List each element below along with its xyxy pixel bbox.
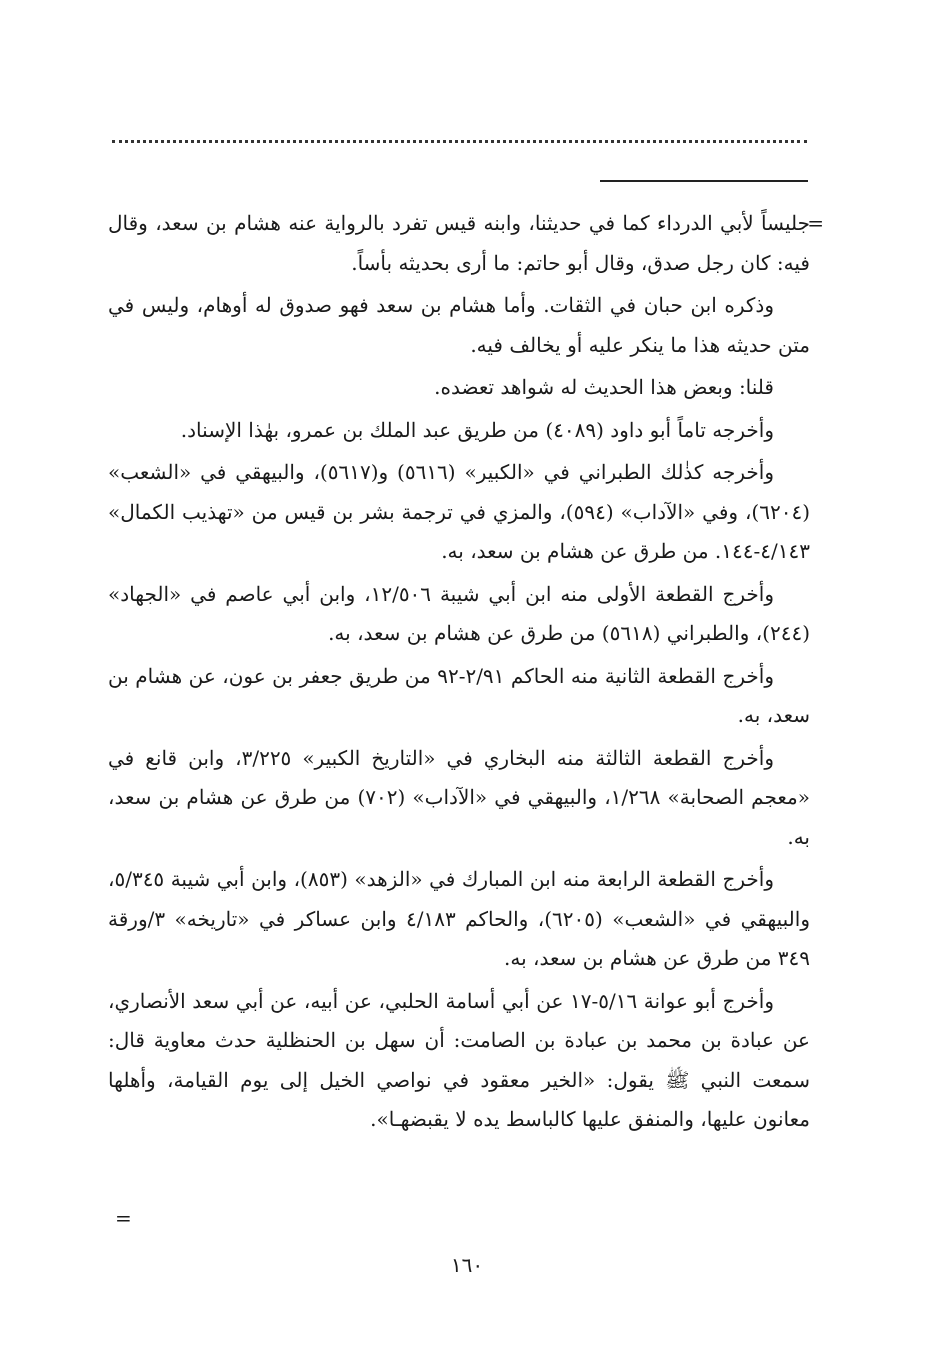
footnote-paragraph: وأخرجه تاماً أبو داود (٤٠٨٩) من طريق عبد الملك بن عمرو، بهٰذا الإسناد.: [180, 417, 774, 442]
footnote-paragraph: وأخرج أبو عوانة ٥/١٦-١٧ عن أبي أسامة الحلبي، عن أبيه، عن أبي سعد الأنصاري، عن عبادة بن محمد بن عبادة بن الصامت: أن سهل بن الحنظلية حدث معاوية قال: سمعت النبي ﷺ يقول: «الخير معقود في نواصي الخيل إلى يوم القيامة، وأهلها معانون عليها، والمنفق عليها كالباسط يده لا يقبضهـا».: [108, 988, 810, 1131]
paragraph-text: جليساً لأبي الدرداء كما في حديثنا، وابنه قيس تفرد بالرواية عنه هشام بن سعد، وقال فيه: كان رجل صدق، وقال أبو حاتم: ما أرى بحديثه بأساً.: [108, 211, 810, 275]
footnote-paragraph-continued: [108, 204, 824, 283]
dotted-separator: [112, 140, 807, 143]
footnote-paragraph: وأخرجه كذٰلك الطبراني في «الكبير» (٥٦١٦) و(٥٦١٧)، والبيهقي في «الشعب» (٦٢٠٤)، وفي «الآداب» (٥٩٤)، والمزي في ترجمة بشر بن قيس من «تهذيب الكمال» ٤/١٤٣-١٤٤. من طرق عن هشام بن سعد، به.: [108, 460, 811, 563]
continues-next-page-mark: =: [115, 1206, 132, 1230]
footnote-separator-line: [600, 180, 808, 182]
footnote-paragraph: قلنا: وبعض هذا الحديث له شواهد تعضده.: [434, 375, 774, 399]
footnote-paragraph: وأخرج القطعة الثانية منه الحاكم ٢/٩١-٩٢ من طريق جعفر بن عون، عن هشام بن سعد، به.: [108, 663, 810, 727]
footnote-text: [108, 204, 824, 1143]
footnote-paragraph: وذكره ابن حبان في الثقات. وأما هشام بن سعد فهو صدوق له أوهام، وليس في متن حديثه هذا ما ينكر عليه أو يخالف فيه.: [108, 293, 810, 357]
footnote-paragraph: وأخرج القطعة الثالثة منه البخاري في «التاريخ الكبير» ٣/٢٢٥، وابن قانع في «معجم الصحابة» ١/٢٦٨، والبيهقي في «الآداب» (٧٠٢) من طرق عن هشام بن سعد، به.: [108, 745, 811, 849]
continuation-mark: =: [807, 211, 824, 235]
footnote-paragraph: وأخرج القطعة الرابعة منه ابن المبارك في «الزهد» (٨٥٣)، وابن أبي شيبة ٥/٣٤٥، والبيهقي في «الشعب» (٦٢٠٥)، والحاكم ٤/١٨٣ وابن عساكر في «تاريخه» ٣/ورقة ٣٤٩ من طرق عن هشام بن سعد، به.: [108, 867, 810, 970]
page-number: ١٦٠: [450, 1253, 484, 1277]
footnote-paragraph: وأخرج القطعة الأولى منه ابن أبي شيبة ١٢/٥٠٦، وابن أبي عاصم في «الجهاد» (٢٤٤)، والطبراني (٥٦١٨) من طرق عن هشام بن سعد، به.: [108, 581, 810, 645]
